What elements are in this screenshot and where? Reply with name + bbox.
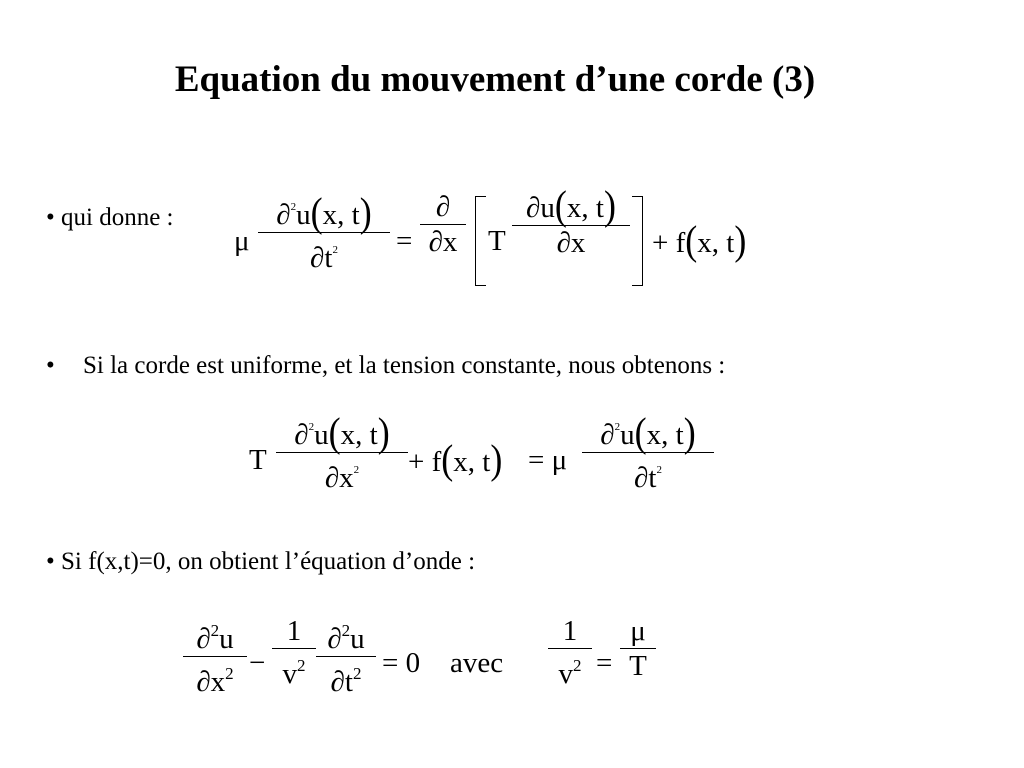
fraction-du-dx: $\frac{\partial u(x, t)}{\partial x}$	[512, 190, 630, 260]
exponent: 2	[656, 464, 662, 476]
partial: ∂	[435, 191, 451, 223]
exponent: 2	[614, 421, 621, 433]
exponent: 2	[210, 621, 220, 640]
partial: ∂	[276, 199, 291, 231]
exponent: 2	[573, 656, 582, 675]
fraction-d2u-dx2	[183, 614, 247, 699]
u: u	[350, 623, 365, 655]
args: x, t	[566, 192, 604, 224]
bullet-2	[46, 352, 725, 380]
one: 1	[562, 615, 578, 647]
args: x, t	[697, 227, 735, 259]
fraction-1-v2	[548, 614, 592, 691]
dt: ∂t	[310, 242, 333, 274]
u: u	[314, 419, 329, 451]
exponent: 2	[297, 656, 306, 675]
dx: ∂x	[196, 666, 226, 698]
tension-T: T	[249, 444, 267, 476]
partial: ∂	[294, 419, 309, 451]
right-bracket	[632, 196, 643, 286]
equals-sign: =	[596, 647, 613, 679]
exponent: 2	[353, 464, 360, 476]
fraction-mu-T	[620, 614, 656, 683]
exponent: 2	[308, 421, 315, 433]
args: x, t	[646, 419, 684, 451]
fraction-d2u-dt2: $\frac{\partial^2u(x, t)}{\partial t^2}$	[258, 190, 390, 275]
dx: ∂x	[420, 224, 466, 259]
bullet-marker: •	[46, 352, 55, 379]
bullet-marker: •	[46, 548, 55, 575]
dt: ∂t	[330, 666, 353, 698]
equals-sign: =	[396, 225, 413, 257]
args: x, t	[340, 419, 378, 451]
minus-sign: −	[249, 647, 266, 679]
partial: ∂	[196, 623, 211, 655]
fraction-d2u-dt2: $\frac{\partial^2u(x, t)}{\partial t^2}$	[582, 410, 714, 495]
T: T	[620, 648, 656, 683]
u: u	[620, 419, 635, 451]
partial: ∂	[327, 623, 342, 655]
v: v	[282, 658, 297, 690]
v: v	[558, 658, 573, 690]
one: 1	[286, 615, 302, 647]
dx: ∂x	[512, 225, 630, 260]
bullet-marker: •	[46, 204, 55, 231]
du: ∂u	[526, 192, 555, 224]
u: u	[219, 623, 234, 655]
bullet-1	[46, 204, 174, 232]
dx: ∂x	[324, 462, 354, 494]
plus-f-text: + f	[408, 446, 442, 478]
bullet-3	[46, 548, 475, 576]
bullet-text: Si la corde est uniforme, et la tension constante, nous obtenons :	[83, 352, 726, 379]
slide-title: Equation du mouvement d’une corde (3)	[174, 59, 816, 100]
exponent: 2	[352, 664, 362, 683]
args: x, t	[453, 446, 491, 478]
fraction-d2u-dx2: $\frac{\partial^2u(x, t)}{\partial x^2}$	[276, 410, 408, 495]
exponent: 2	[341, 621, 351, 640]
exponent: 2	[225, 664, 234, 683]
plus-f: + f(x, t)	[408, 436, 503, 482]
exponent: 2	[290, 201, 297, 213]
fraction-d-dx	[420, 190, 466, 259]
dt: ∂t	[634, 462, 657, 494]
avec-word: avec	[450, 647, 504, 679]
tension-T: T	[488, 225, 506, 257]
partial: ∂	[600, 419, 615, 451]
args: x, t	[322, 199, 360, 231]
left-bracket	[475, 196, 486, 286]
bullet-text: qui donne :	[61, 204, 174, 231]
mu: μ	[630, 615, 646, 647]
fraction-1-v2	[272, 614, 316, 691]
mu-symbol: μ	[234, 225, 250, 257]
fraction-d2u-dt2	[316, 614, 376, 699]
exponent: 2	[332, 244, 338, 256]
bullet-text: Si f(x,t)=0, on obtient l’équation d’onde :	[61, 548, 476, 575]
plus-f: + f(x, t)	[652, 217, 747, 263]
u: u	[296, 199, 311, 231]
equals-mu: = μ	[528, 444, 568, 476]
plus-f-text: + f	[652, 227, 686, 259]
equals-zero: = 0	[382, 647, 421, 679]
